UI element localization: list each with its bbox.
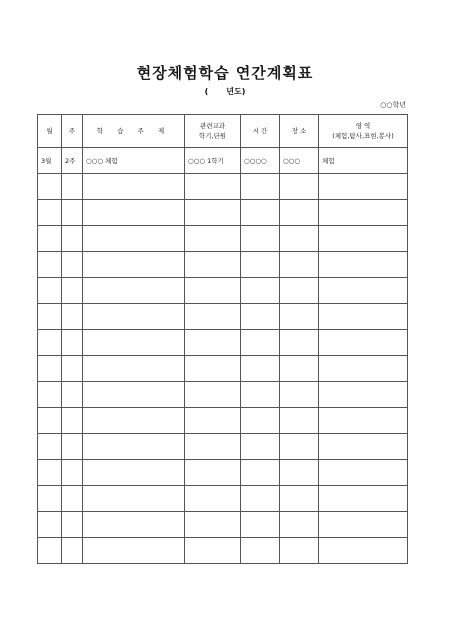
cell-area[interactable] [319, 304, 408, 330]
cell-area[interactable] [319, 356, 408, 382]
cell-topic[interactable] [83, 278, 185, 304]
cell-subject[interactable]: ○○○ 1학기 [185, 148, 241, 174]
cell-subject[interactable] [185, 356, 241, 382]
cell-subject[interactable] [185, 538, 241, 564]
header-row [38, 115, 408, 148]
cell-area[interactable] [319, 226, 408, 252]
cell-subject[interactable] [185, 304, 241, 330]
cell-topic[interactable] [83, 538, 185, 564]
cell-place[interactable]: ○○○ [280, 148, 319, 174]
cell-subject[interactable] [185, 382, 241, 408]
table-row [38, 252, 408, 278]
cell-topic[interactable] [83, 330, 185, 356]
header-subject-line2: 학기,단원 [198, 132, 227, 140]
cell-week[interactable] [62, 252, 83, 278]
cell-subject[interactable] [185, 226, 241, 252]
cell-week[interactable] [62, 408, 83, 434]
table-row [38, 304, 408, 330]
cell-topic[interactable] [83, 226, 185, 252]
header-area-line2: (체험,탐사,표현,봉사) [332, 132, 394, 140]
cell-topic[interactable] [83, 200, 185, 226]
cell-subject[interactable] [185, 408, 241, 434]
cell-week[interactable] [62, 434, 83, 460]
cell-area[interactable] [319, 408, 408, 434]
cell-area[interactable] [319, 174, 408, 200]
cell-subject[interactable] [185, 252, 241, 278]
cell-place[interactable] [280, 356, 319, 382]
table-row [38, 434, 408, 460]
cell-subject[interactable] [185, 512, 241, 538]
cell-area[interactable] [319, 252, 408, 278]
cell-month[interactable] [38, 278, 62, 304]
cell-month[interactable] [38, 538, 62, 564]
cell-place[interactable] [280, 538, 319, 564]
table-row [38, 512, 408, 538]
cell-time[interactable] [241, 226, 280, 252]
cell-week[interactable] [62, 460, 83, 486]
cell-week[interactable] [62, 226, 83, 252]
cell-week[interactable] [62, 304, 83, 330]
cell-week[interactable] [62, 538, 83, 564]
cell-month[interactable]: 3월 [38, 148, 62, 174]
cell-place[interactable] [280, 382, 319, 408]
year-open-paren: ( [204, 87, 209, 96]
cell-place[interactable] [280, 278, 319, 304]
cell-subject[interactable] [185, 330, 241, 356]
table-row [38, 200, 408, 226]
cell-time[interactable]: ○○○○ [241, 148, 280, 174]
table-row [38, 356, 408, 382]
cell-topic[interactable] [83, 486, 185, 512]
cell-place[interactable] [280, 486, 319, 512]
cell-week[interactable] [62, 174, 83, 200]
cell-time[interactable] [241, 278, 280, 304]
cell-week[interactable] [62, 356, 83, 382]
cell-time[interactable] [241, 460, 280, 486]
cell-month[interactable] [38, 304, 62, 330]
cell-place[interactable] [280, 174, 319, 200]
cell-area[interactable] [319, 538, 408, 564]
cell-subject[interactable] [185, 486, 241, 512]
cell-month[interactable] [38, 252, 62, 278]
cell-area[interactable] [319, 512, 408, 538]
cell-subject[interactable] [185, 460, 241, 486]
table-row [38, 174, 408, 200]
cell-subject[interactable] [185, 278, 241, 304]
cell-subject[interactable] [185, 174, 241, 200]
header-area-line1: 영 역 [355, 122, 371, 130]
cell-time[interactable] [241, 512, 280, 538]
cell-month[interactable] [38, 330, 62, 356]
cell-month[interactable] [38, 356, 62, 382]
cell-month[interactable] [38, 174, 62, 200]
cell-time[interactable] [241, 408, 280, 434]
cell-area[interactable] [319, 434, 408, 460]
cell-area[interactable] [319, 200, 408, 226]
cell-place[interactable] [280, 252, 319, 278]
cell-topic[interactable] [83, 252, 185, 278]
cell-topic[interactable] [83, 408, 185, 434]
table-row [38, 408, 408, 434]
cell-topic[interactable]: ○○○ 체험 [83, 148, 185, 174]
table-row [38, 460, 408, 486]
cell-place[interactable] [280, 512, 319, 538]
cell-topic[interactable] [83, 434, 185, 460]
table-row [38, 226, 408, 252]
cell-week[interactable] [62, 330, 83, 356]
cell-time[interactable] [241, 174, 280, 200]
annual-plan-table [37, 114, 408, 564]
cell-place[interactable] [280, 304, 319, 330]
cell-month[interactable] [38, 226, 62, 252]
cell-place[interactable] [280, 200, 319, 226]
table-row [38, 330, 408, 356]
header-month: 월 [38, 115, 62, 148]
cell-area[interactable]: 체험 [319, 148, 408, 174]
cell-week[interactable] [62, 200, 83, 226]
cell-place[interactable] [280, 330, 319, 356]
table-row [38, 538, 408, 564]
cell-week[interactable]: 2주 [62, 148, 83, 174]
cell-time[interactable] [241, 304, 280, 330]
cell-place[interactable] [280, 226, 319, 252]
cell-area[interactable] [319, 382, 408, 408]
cell-topic[interactable] [83, 356, 185, 382]
cell-topic[interactable] [83, 304, 185, 330]
cell-subject[interactable] [185, 200, 241, 226]
table-row [38, 486, 408, 512]
cell-month[interactable] [38, 486, 62, 512]
header-area [319, 115, 408, 148]
cell-area[interactable] [319, 460, 408, 486]
cell-time[interactable] [241, 330, 280, 356]
cell-subject[interactable] [185, 434, 241, 460]
cell-month[interactable] [38, 460, 62, 486]
cell-month[interactable] [38, 408, 62, 434]
cell-time[interactable] [241, 486, 280, 512]
cell-week[interactable] [62, 486, 83, 512]
table-row [38, 278, 408, 304]
cell-time[interactable] [241, 538, 280, 564]
header-topic: 학 습 주 제 [83, 115, 185, 148]
cell-place[interactable] [280, 434, 319, 460]
cell-week[interactable] [62, 382, 83, 408]
cell-month[interactable] [38, 382, 62, 408]
cell-month[interactable] [38, 200, 62, 226]
cell-topic[interactable] [83, 460, 185, 486]
cell-topic[interactable] [83, 174, 185, 200]
cell-time[interactable] [241, 434, 280, 460]
cell-week[interactable] [62, 278, 83, 304]
cell-week[interactable] [62, 512, 83, 538]
cell-month[interactable] [38, 512, 62, 538]
year-line [0, 86, 450, 97]
header-subject-line1: 관련교과 [199, 122, 226, 130]
cell-month[interactable] [38, 434, 62, 460]
header-place: 장 소 [280, 115, 319, 148]
cell-time[interactable] [241, 252, 280, 278]
cell-area[interactable] [319, 330, 408, 356]
cell-time[interactable] [241, 200, 280, 226]
table-body [38, 148, 408, 564]
cell-topic[interactable] [83, 512, 185, 538]
header-subject [185, 115, 241, 148]
cell-time[interactable] [241, 382, 280, 408]
header-week: 주 [62, 115, 83, 148]
table-row [38, 382, 408, 408]
cell-time[interactable] [241, 356, 280, 382]
table-row [38, 148, 408, 174]
cell-place[interactable] [280, 408, 319, 434]
cell-place[interactable] [280, 460, 319, 486]
year-label: 년도) [226, 87, 246, 96]
grade-label: ○○학년 [380, 101, 406, 109]
cell-topic[interactable] [83, 382, 185, 408]
cell-area[interactable] [319, 486, 408, 512]
cell-area[interactable] [319, 278, 408, 304]
header-time: 시 간 [241, 115, 280, 148]
document-title: 현장체험학습 연간계획표 [136, 64, 314, 82]
